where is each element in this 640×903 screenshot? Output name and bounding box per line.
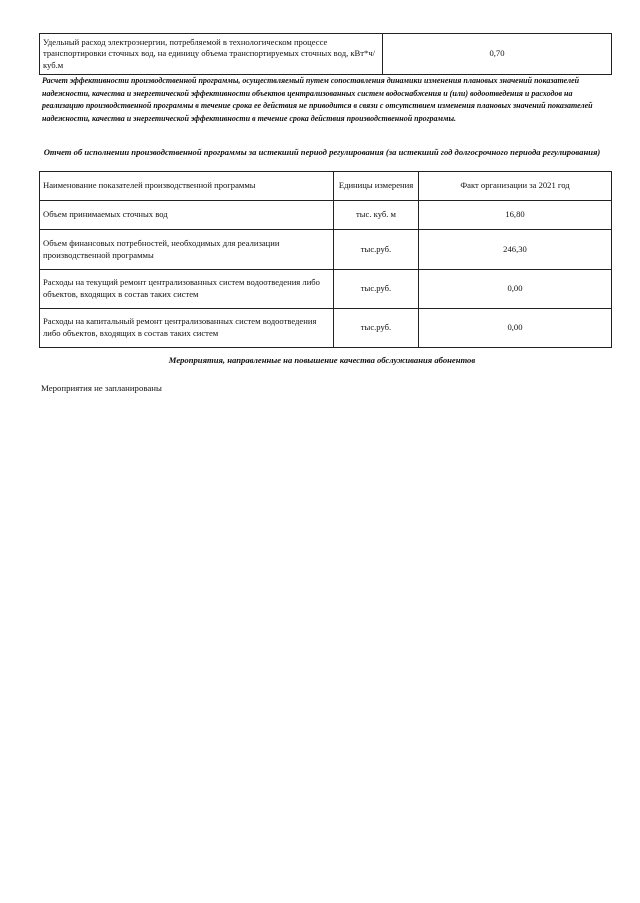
efficiency-paragraph: Расчет эффективности производственной программы, осуществляемый путем сопоставления динамики изменения плановых значений показателей надежности, качества и энергетической эффективности объектов централизованных систем водоснабжения и (или) водоотведения и расходов на реализацию производственной программы в течение срока ее действия не приводится в связи с отсутствием изменения плановых значений показателей надежности, качества и энергетической эффективности в течение срока действия производственной программы.	[42, 76, 593, 123]
energy-consumption-table	[39, 33, 612, 75]
table-row	[40, 270, 612, 309]
row-units: тыс.руб.	[334, 230, 419, 270]
row-value: 0,00	[419, 270, 612, 309]
report-title: Отчет об исполнении производственной программы за истекший период регулирования (за истекший год долгосрочного периода регулирования)	[43, 147, 601, 157]
row-indicator: Объем принимаемых сточных вод	[40, 201, 334, 230]
report-table	[39, 171, 612, 348]
row-value: 16,80	[419, 201, 612, 230]
header-fact: Факт организации за 2021 год	[419, 172, 612, 201]
row-indicator: Расходы на текущий ремонт централизованных систем водоотведения либо объектов, входящих в состав таких систем	[40, 270, 334, 309]
table-row	[40, 230, 612, 270]
row-value: 246,30	[419, 230, 612, 270]
row-indicator: Объем финансовых потребностей, необходимых для реализации производственной программы	[40, 230, 334, 270]
table-row	[40, 309, 612, 348]
row-units: тыс.руб.	[334, 309, 419, 348]
row-units: тыс. куб. м	[334, 201, 419, 230]
header-indicator: Наименование показателей производственной программы	[40, 172, 334, 201]
row-indicator: Расходы на капитальный ремонт централизованных систем водоотведения либо объектов, входящих в состав таких систем	[40, 309, 334, 348]
header-units: Единицы измерения	[334, 172, 419, 201]
row-value: 0,00	[419, 309, 612, 348]
measures-note: Мероприятия не запланированы	[41, 383, 162, 393]
table-header-row	[40, 172, 612, 201]
table-row	[40, 34, 612, 75]
table-row	[40, 201, 612, 230]
row-units: тыс.руб.	[334, 270, 419, 309]
indicator-label: Удельный расход электроэнергии, потребляемой в технологическом процессе транспортировки сточных вод, на единицу объема транспортируемых сточных вод, кВт*ч/ куб.м	[40, 34, 383, 75]
indicator-value: 0,70	[383, 34, 612, 75]
measures-title: Мероприятия, направленные на повышение качества обслуживания абонентов	[168, 355, 476, 365]
